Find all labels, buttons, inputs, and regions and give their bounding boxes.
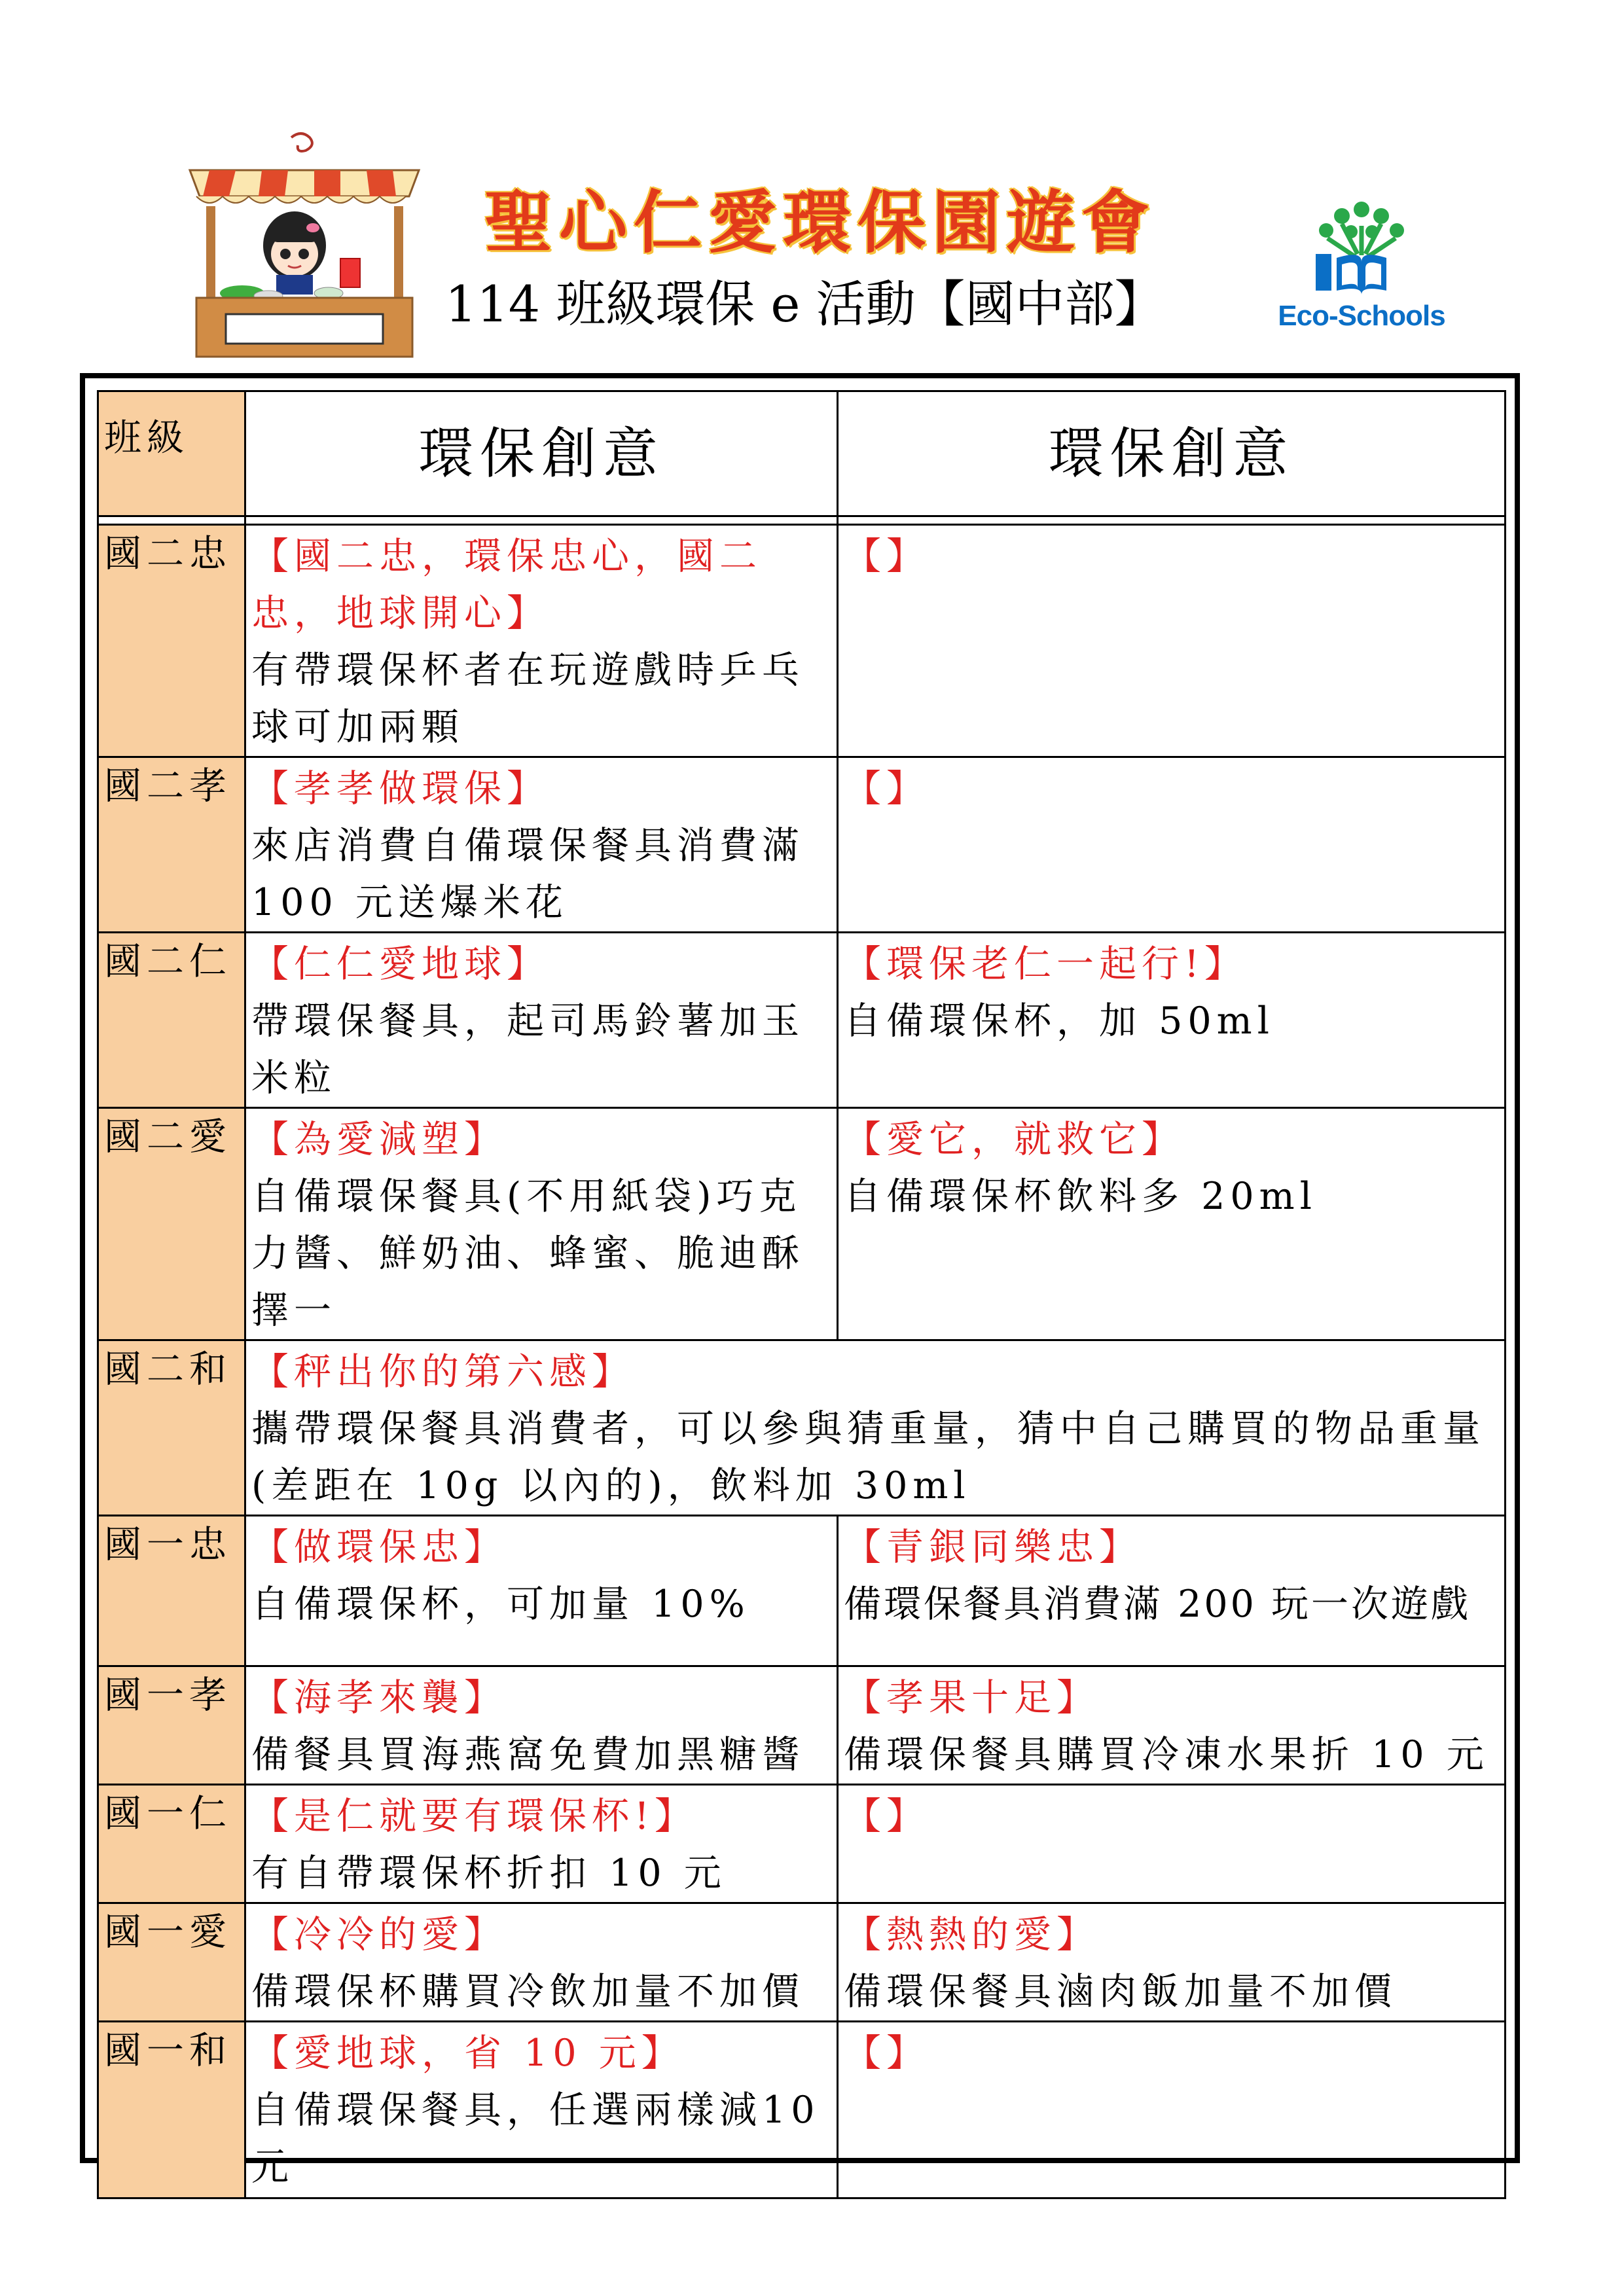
idea-text: 攜帶環保餐具消費者，可以參與猜重量，猜中自己購買的物品重量(差距在 10g 以內的)，飲料加 30ml	[251, 1407, 1485, 1507]
row-idea-b	[838, 2022, 1506, 2198]
idea-text: 備環保餐具購買冷凍水果折 10 元	[844, 1733, 1489, 1776]
row-idea-a	[245, 933, 838, 1108]
row-idea-merged	[245, 1340, 1506, 1516]
idea-text: 備餐具買海燕窩免費加黑糖醬	[251, 1733, 804, 1776]
idea-title: 【】	[844, 535, 929, 578]
idea-text: 有帶環保杯者在玩遊戲時乒乓球可加兩顆	[251, 649, 804, 749]
idea-text: 備環保杯購買冷飲加量不加價	[251, 1970, 804, 2013]
event-title: 聖心仁愛環保園遊會	[484, 183, 1157, 262]
table-row	[98, 1903, 1506, 2022]
idea-text: 備環保餐具滷肉飯加量不加價	[844, 1970, 1397, 2013]
row-class: 國一愛	[98, 1903, 245, 2022]
row-idea-b	[838, 933, 1506, 1108]
table-row	[98, 1516, 1506, 1666]
event-subtitle: 114 班級環保 e 活動【國中部】	[445, 275, 1164, 333]
table-row	[98, 933, 1506, 1108]
page-header	[0, 0, 1624, 367]
booth-illustration	[183, 131, 425, 360]
idea-text: 有自帶環保杯折扣 10 元	[251, 1852, 727, 1895]
row-idea-b	[838, 1785, 1506, 1903]
row-idea-b	[838, 525, 1506, 757]
idea-text: 自備環保杯飲料多 20ml	[844, 1175, 1317, 1218]
table-row	[98, 1666, 1506, 1785]
row-idea-b	[838, 757, 1506, 933]
eco-schools-logo	[1276, 190, 1447, 340]
idea-text: 自備環保餐具，任選兩樣減10 元	[251, 2089, 820, 2189]
idea-title: 【】	[844, 2032, 929, 2075]
row-idea-b	[838, 1903, 1506, 2022]
table-row	[98, 1108, 1506, 1340]
idea-text: 備環保餐具消費滿 200 玩一次遊戲	[844, 1583, 1471, 1626]
table-row	[98, 1340, 1506, 1516]
row-idea-a	[245, 2022, 838, 2198]
row-class: 國一孝	[98, 1666, 245, 1785]
table-header-row	[98, 391, 1506, 516]
idea-title: 【國二忠，環保忠心，國二忠，地球開心】	[251, 535, 762, 635]
table-row	[98, 1785, 1506, 1903]
table-gap	[98, 516, 1506, 525]
table-row	[98, 525, 1506, 757]
row-idea-a	[245, 1666, 838, 1785]
row-class: 國二仁	[98, 933, 245, 1108]
row-idea-b	[838, 1666, 1506, 1785]
row-class: 國一仁	[98, 1785, 245, 1903]
header-idea-2: 環保創意	[838, 391, 1506, 516]
idea-text: 來店消費自備環保餐具消費滿100 元送爆米花	[251, 824, 804, 924]
idea-text: 自備環保餐具(不用紙袋)巧克力醬、鮮奶油、蜂蜜、脆迪酥擇一	[251, 1175, 804, 1332]
idea-title: 【】	[844, 1795, 929, 1838]
idea-title: 【是仁就要有環保杯!】	[251, 1795, 697, 1838]
idea-text: 自備環保杯，可加量 10%	[251, 1583, 750, 1626]
row-idea-a	[245, 1516, 838, 1666]
idea-title: 【孝孝做環保】	[251, 767, 549, 810]
header-class: 班級	[98, 391, 245, 516]
idea-title: 【做環保忠】	[251, 1526, 507, 1569]
row-idea-b	[838, 1108, 1506, 1340]
row-idea-a	[245, 525, 838, 757]
header-idea-1: 環保創意	[245, 391, 838, 516]
row-idea-b	[838, 1516, 1506, 1666]
activity-table	[97, 390, 1506, 2199]
idea-title: 【愛地球，省 10 元】	[251, 2032, 684, 2075]
row-class: 國一和	[98, 2022, 245, 2198]
idea-title: 【為愛減塑】	[251, 1118, 507, 1161]
idea-title: 【】	[844, 767, 929, 810]
idea-title: 【環保老仁一起行!】	[844, 942, 1247, 986]
row-class: 國二孝	[98, 757, 245, 933]
row-class: 國二和	[98, 1340, 245, 1516]
idea-title: 【仁仁愛地球】	[251, 942, 549, 986]
idea-text: 帶環保餐具，起司馬鈴薯加玉米粒	[251, 999, 804, 1100]
eco-schools-text: Eco-Schools	[1278, 300, 1445, 332]
row-idea-a	[245, 757, 838, 933]
idea-title: 【孝果十足】	[844, 1676, 1099, 1719]
idea-title: 【秤出你的第六感】	[251, 1350, 634, 1393]
idea-title: 【熱熱的愛】	[844, 1913, 1099, 1956]
row-idea-a	[245, 1108, 838, 1340]
row-class: 國二忠	[98, 525, 245, 757]
idea-title: 【愛它，就救它】	[844, 1118, 1184, 1161]
table-row	[98, 2022, 1506, 2198]
idea-text: 自備環保杯，加 50ml	[844, 999, 1274, 1043]
idea-title: 【青銀同樂忠】	[844, 1526, 1142, 1569]
row-idea-a	[245, 1903, 838, 2022]
row-idea-a	[245, 1785, 838, 1903]
row-class: 國一忠	[98, 1516, 245, 1666]
idea-title: 【海孝來襲】	[251, 1676, 507, 1719]
row-class: 國二愛	[98, 1108, 245, 1340]
activity-table-frame	[80, 373, 1520, 2189]
table-row	[98, 757, 1506, 933]
eco-schools-icon	[1276, 190, 1447, 301]
idea-title: 【冷冷的愛】	[251, 1913, 507, 1956]
